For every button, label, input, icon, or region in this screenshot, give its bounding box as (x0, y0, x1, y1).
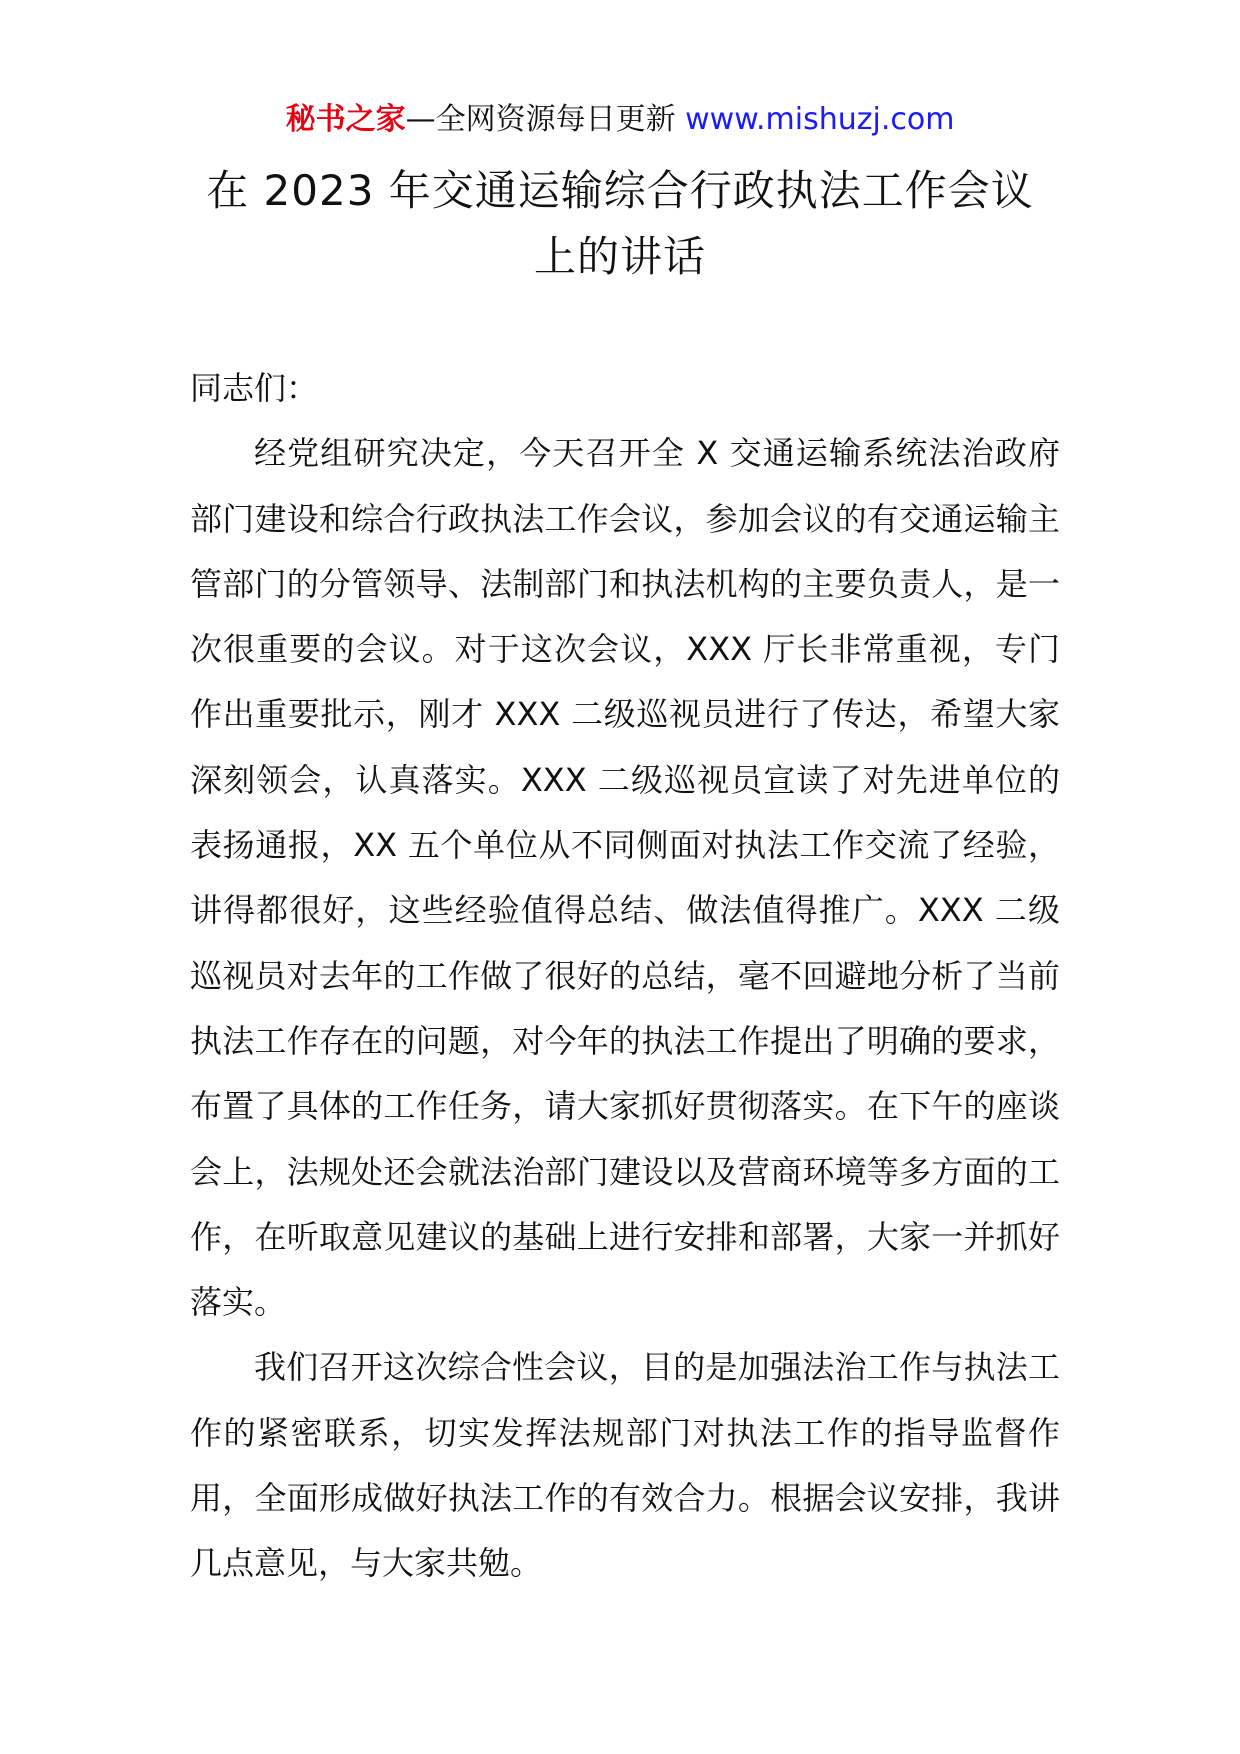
brand-name: 秘书之家 (285, 102, 406, 137)
header-tagline: —全网资源每日更新 (405, 102, 676, 137)
salutation: 同志们： (190, 369, 319, 407)
watermark-header (0, 98, 1240, 142)
document-title (170, 158, 1070, 290)
paragraph-2: 我们召开这次综合性会议，目的是加强法治工作与执法工作的紧密联系，切实发挥法规部门对执法工作的指导监督作用，全面形成做好执法工作的有效合力。根据会议安排，我讲几点意见，与大家共勉。 (190, 1348, 1060, 1583)
speech-body (190, 356, 1060, 1597)
title-line-1: 在 2023 年交通运输综合行政执法工作会议 (206, 166, 1034, 215)
paragraph-1: 经党组研究决定，今天召开全 X 交通运输系统法治政府部门建设和综合行政执法工作会议，参加会议的有交通运输主管部门的分管领导、法制部门和执法机构的主要负责人，是一次很重要的会议。对于这次会议，XXX 厅长非常重视，专门作出重要批示，刚才 XXX 二级巡视员进行了传达，希望大家深刻领会，认真落实。XXX 二级巡视员宣读了对先进单位的表扬通报，XX 五个单位从不同侧面对执法工作交流了经验，讲得都很好，这些经验值得总结、做法值得推广。XXX 二级巡视员对去年的工作做了很好的总结，毫不回避地分析了当前执法工作存在的问题，对今年的执法工作提出了明确的要求，布置了具体的工作任务，请大家抓好贯彻落实。在下午的座谈会上，法规处还会就法治部门建设以及营商环境等多方面的工作，在听取意见建议的基础上进行安排和部署，大家一并抓好落实。 (190, 434, 1060, 1322)
title-line-2: 上的讲话 (533, 232, 706, 281)
website-link[interactable]: www.mishuzj.com (685, 102, 955, 137)
